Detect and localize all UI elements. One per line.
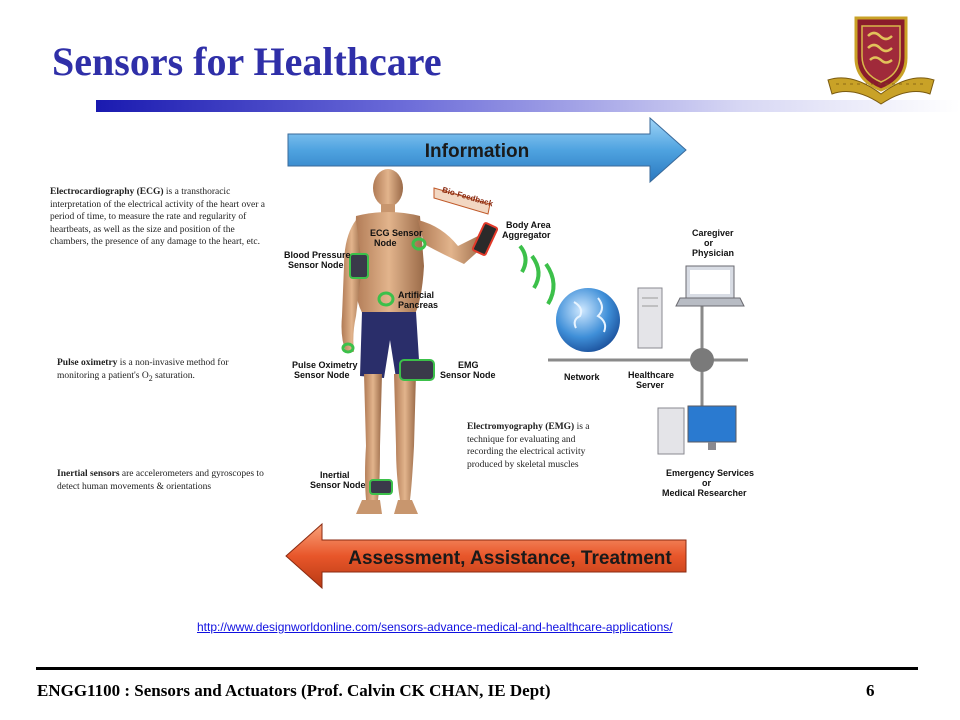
body-area-network-diagram bbox=[282, 116, 792, 590]
network-globe-icon bbox=[556, 288, 620, 352]
network-label: Network bbox=[564, 372, 600, 382]
inertial-sensor-band bbox=[370, 480, 392, 494]
bp-node-label: Blood Pressure Sensor Node bbox=[284, 250, 351, 270]
assessment-arrow-label: Assessment, Assistance, Treatment bbox=[348, 548, 672, 569]
assessment-arrow bbox=[286, 524, 686, 588]
page-number: 6 bbox=[866, 681, 875, 700]
emg-sensor-band bbox=[400, 360, 434, 380]
pulse-note-subscript: 2 bbox=[148, 373, 153, 383]
slide-title: Sensors for Healthcare bbox=[52, 39, 442, 84]
healthcare-server-icon bbox=[638, 288, 662, 348]
pancreas-label: Artificial Pancreas bbox=[398, 290, 439, 310]
bp-cuff bbox=[350, 254, 368, 278]
source-link[interactable]: http://www.designworldonline.com/sensors-advance-medical-and-healthcare-applications/ bbox=[197, 620, 673, 634]
pulse-note-term: Pulse oximetry bbox=[57, 358, 118, 368]
inertial-note bbox=[57, 468, 283, 493]
bio-feedback-label: Bio-Feedback bbox=[441, 185, 495, 209]
emergency-label: Emergency Services or Medical Researcher bbox=[662, 468, 755, 498]
information-arrow bbox=[288, 118, 686, 182]
ecg-note-text: is a transthoracic interpretation of the electrical activity of the heart over a period of time, to measure the rate and regularity of heartbeats, as well as the size and position of the chambers, the presence of any damage to the heart, etc. bbox=[50, 187, 265, 247]
aggregator-label: Body Area Aggregator bbox=[502, 220, 551, 240]
caregiver-label: Caregiver or Physician bbox=[692, 228, 735, 258]
human-figure bbox=[342, 169, 485, 514]
footer-rule bbox=[36, 667, 918, 670]
pulse-note-text: is a non-invasive method for monitoring a patient's O bbox=[57, 358, 229, 381]
inertial-note-term: Inertial sensors bbox=[57, 469, 120, 479]
emg-note-term: Electromyography (EMG) bbox=[467, 422, 575, 432]
pulse-node-label: Pulse Oximetry Sensor Node bbox=[292, 360, 358, 380]
caregiver-laptop-icon bbox=[676, 266, 744, 306]
ecg-note bbox=[50, 186, 272, 249]
emg-node-label: EMG Sensor Node bbox=[440, 360, 496, 380]
inertial-node-label: Inertial Sensor Node bbox=[310, 470, 366, 490]
ecg-node-label: ECG Sensor Node bbox=[370, 228, 423, 248]
footer-course-title: ENGG1100 : Sensors and Actuators (Prof. Calvin CK CHAN, IE Dept) bbox=[37, 681, 551, 700]
pulse-oximetry-note bbox=[57, 357, 267, 385]
emg-note-text: is a technique for evaluating and recording the electrical activity produced by skeletal muscles bbox=[467, 422, 590, 470]
ecg-note-term: Electrocardiography (ECG) bbox=[50, 187, 164, 197]
university-crest-logo bbox=[822, 14, 940, 106]
network-hub bbox=[690, 348, 714, 372]
information-arrow-label: Information bbox=[424, 141, 530, 162]
pulse-note-text-end: saturation. bbox=[152, 370, 195, 381]
inertial-note-text: are accelerometers and gyroscopes to detect human movements & orientations bbox=[57, 469, 264, 492]
server-label: Healthcare Server bbox=[628, 370, 675, 390]
wireless-signal-waves bbox=[520, 246, 554, 304]
emg-note bbox=[467, 421, 607, 471]
emergency-desktop-icon bbox=[658, 406, 736, 454]
bio-feedback-arrow bbox=[434, 185, 495, 214]
